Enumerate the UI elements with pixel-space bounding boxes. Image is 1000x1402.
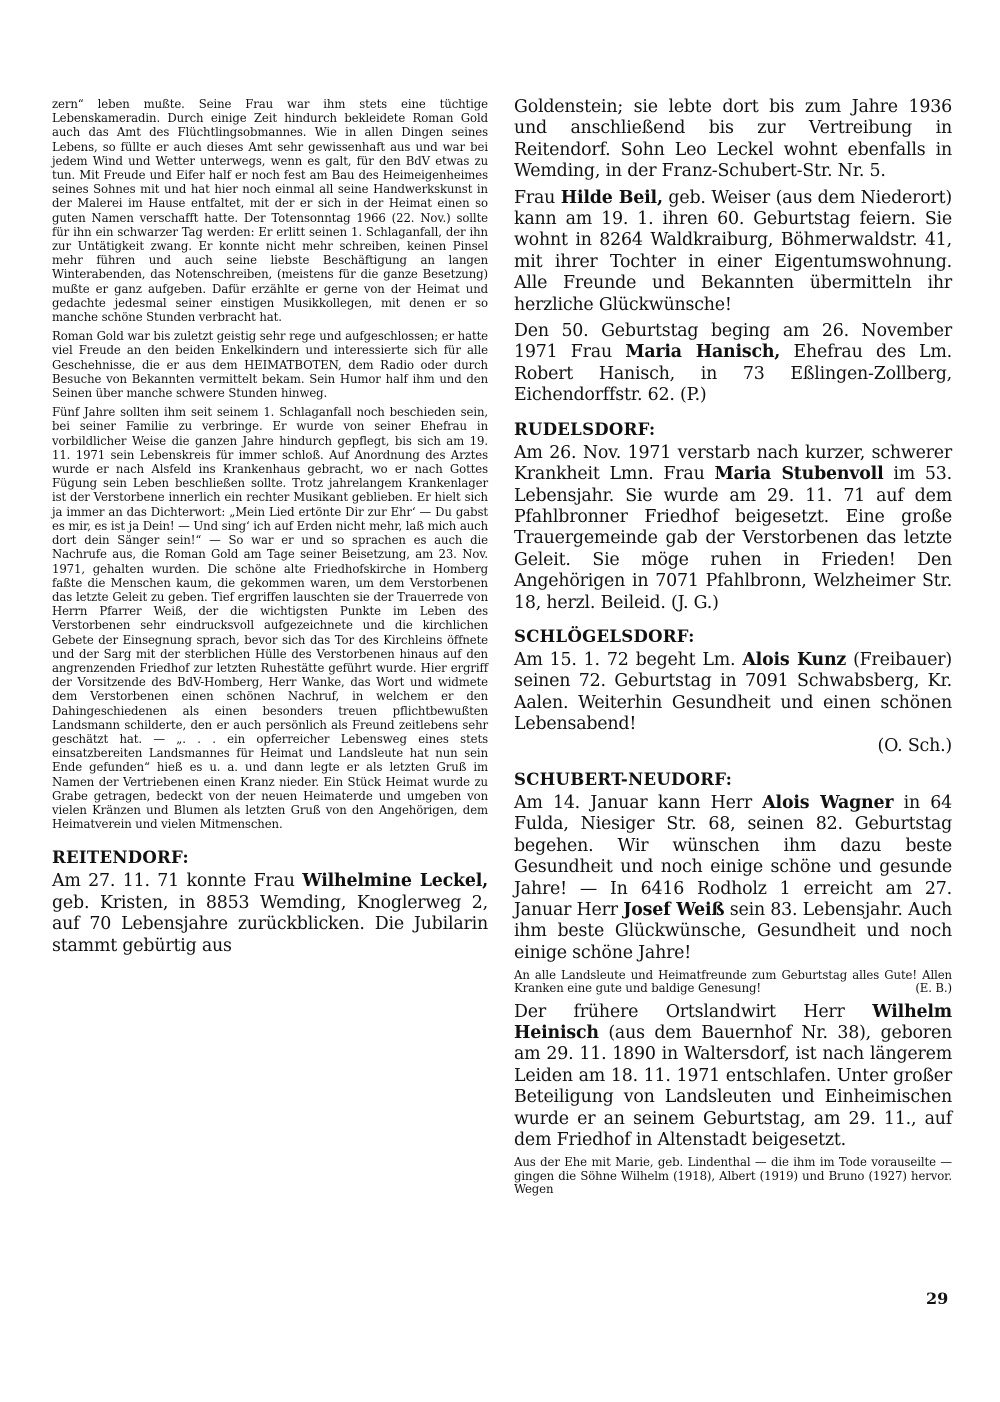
section-heading-rudelsdorf: RUDELSDORF: <box>514 419 656 439</box>
schloegelsdorf-entry <box>514 650 952 757</box>
greetings-signature: (E. B.) <box>915 981 952 996</box>
right-column <box>514 97 952 1202</box>
heinisch-text-a: Der frühere Ortslandwirt Herr <box>514 1001 873 1022</box>
obituary-paragraph-1: zern“ leben mußte. Seine Frau war ihm stets eine tüchtige Lebenskameradin. Durch einige Zeit hindurch bekleidete Roman Gold auch das Amt des Flüchtlingsobmannes. Wie in allen Dingen seines Lebens, so füllte er auch dieses Amt sehr gewissenhaft aus und war bei jedem Wind und Wetter unterwegs, wenn es galt, für den BdV etwas zu tun. Mit Freude und Eifer half er noch fest am Bau des Heimeigenheimes seines Sohnes mit und hat hier noch einmal all seine Handwerkskunst in der Malerei im Hause entfaltet, mit der er sich in der Heimat einen so guten Namen verschafft hatte. Der Totensonntag 1966 (22. Nov.) sollte für ihn ein schwarzer Tag werden: Er erlitt seinen 1. Schlaganfall, der ihn zur Untätigkeit zwang. Er konnte nicht mehr schreiben, keinen Pinsel mehr führen und auch seine liebste Beschäftigung an langen Winterabenden, das Notenschreiben, (meistens für die ganze Besetzung) mußte er ganz aufgeben. Dafür erzählte er gerne von der Heimat und gedachte jedesmal seiner einstigen Musikkollegen, mit denen er so manche schöne Stunden verbracht hat. <box>52 97 488 325</box>
rudelsdorf-name: Maria Stubenvoll <box>714 464 884 485</box>
section-heading-reitendorf: REITENDORF: <box>52 848 189 868</box>
schloegelsdorf-signature: (O. Sch.) <box>877 735 952 756</box>
obituary-paragraph-2: Roman Gold war bis zuletzt geistig sehr rege und aufgeschlossen; er hatte viel Freude an den beiden Enkelkindern und interessierte sich für alle Geschehnisse, die er aus dem HEIMATBOTEN, dem Radio oder durch Besuche von Bekannten vermittelt bekam. Sein Humor half ihm und den Seinen über manche schwere Stunden hinweg. <box>52 329 488 401</box>
schloegelsdorf-text-a: Am 15. 1. 72 begeht Lm. <box>514 649 743 670</box>
schubert-name-2: Josef Weiß <box>623 900 725 920</box>
rudelsdorf-text-a: Am 26. Nov. 1971 verstarb nach kurzer, schwerer Krankheit Lmn. Frau <box>514 442 952 485</box>
hilde-beil-entry <box>514 188 952 316</box>
maria-hanisch-name: Maria Hanisch, <box>625 342 781 363</box>
rudelsdorf-entry <box>514 443 952 614</box>
hilde-beil-text-b: geb. Weiser (aus dem Niederort) kann am 19. 1. ihren 60. Geburtstag feiern. Sie wohnt in 8264 Waldkraiburg, Böhmerwaldstr. 41, mit ihrer Tochter in einer Eigentumswohnung. Alle Freunde und Bekannten übermitteln ihr herzliche Glückwünsche! <box>514 187 952 315</box>
reitendorf-text-b: geb. Kristen, in 8853 Wemding, Knoglerweg 2, auf 70 Lebensjahre zurückblicken. Die Jubilarin stammt gebürtig aus <box>52 892 488 956</box>
schubert-text-a: Am 14. Januar kann Herr <box>514 792 763 813</box>
reitendorf-text-a: Am 27. 11. 71 konnte Frau <box>52 871 303 892</box>
hilde-beil-text-a: Frau <box>514 187 561 208</box>
section-heading-schloegelsdorf: SCHLÖGELSDORF: <box>514 626 695 646</box>
greetings-text: An alle Landsleute und Heimatfreunde zum Geburtstag alles Gute! Allen Kranken eine gute und baldige Genesung! <box>514 968 952 996</box>
heinisch-family-note: Aus der Ehe mit Marie, geb. Lindenthal — die ihm im Tode vorauseilte — gingen die Söhne Wilhelm (1918), Albert (1919) und Bruno (1927) hervor. Wegen <box>514 1155 952 1196</box>
schloegelsdorf-text-b: (Freibauer) seinen 72. Geburtstag in 7091 Schwabsberg, Kr. Aalen. Weiterhin Gesundheit und einen schönen Lebensabend! <box>514 649 952 735</box>
schloegelsdorf-name: Alois Kunz <box>742 649 847 670</box>
greetings-note <box>514 969 952 995</box>
heinisch-name: Wilhelm Heinisch <box>514 1001 952 1044</box>
rudelsdorf-text-b: im 53. Lebensjahr. Sie wurde am 29. 11. 71 auf dem Pfahlbronner Friedhof beigesetzt. Eine große Trauergemeinde gab der Verstorbenen das letzte Geleit. Sie möge ruhen in Frieden! Den Angehörigen in 7071 Pfahlbronn, Welzheimer Str. 18, herzl. Beileid. (J. G.) <box>514 464 952 613</box>
reitendorf-entry <box>52 871 488 957</box>
left-column <box>52 97 488 962</box>
maria-hanisch-entry <box>514 321 952 407</box>
obituary-paragraph-3: Fünf Jahre sollten ihm seit seinem 1. Schlaganfall noch beschieden sein, bei seiner Familie zu verbringe. Er wurde von seiner Ehefrau in vorbildlicher Weise die ganzen Jahre hindurch gepflegt, bis sich am 19. 11. 1971 sein Lebenskreis für immer schloß. Auf Anordnung des Arztes wurde er nach Alsfeld ins Krankenhaus gebracht, wo er nach Gottes Fügung sein Leben beschließen sollte. Trotz jahrelangem Krankenlager ist der Verstorbene innerlich ein rechter Musikant geblieben. Er hielt sich ja immer an das Dichterwort: „Mein Lied ertönte Dir zur Ehr‘ — Du gabst es mir, es ist ja Dein! — Und sing‘ ich auf Erden nicht mehr, laß mich auch dort dein Sänger sein!“ — So war er und so sprachen es auch die Nachrufe aus, die Roman Gold am Tage seiner Beisetzung, am 23. Nov. 1971, gehalten wurden. Die schöne alte Friedhofskirche in Homberg faßte die Menschen kaum, die gekommen waren, um dem Verstorbenen das letzte Geleit zu geben. Tief ergriffen lauschten sie der Trauerrede von Herrn Pfarrer Weiß, der die wichtigsten Punkte im Leben des Verstorbenen sehr eindrucksvoll aufgezeichnete und die kirchlichen Gebete der Einsegnung sprach, bevor sich das Tor des Kirchleins öffnete und der Sarg mit der sterblichen Hülle des Verstorbenen hinaus auf den angrenzenden Friedhof zur letzten Ruhestätte geführt wurde. Hier ergriff der Vorsitzende des BdV-Homberg, Herr Wanke, das Wort und widmete dem Verstorbenen einen schönen Nachruf, in welchem er den Dahingeschiedenen als einen besonders treuen pflichtbewußten Landsmann schilderte, den er auch persönlich als Freund zeitlebens sehr geschätzt hat. — „. . . ein opferreicher Lebensweg eines stets einsatzbereiten Landsmannes für Heimat und Landsleute hat nun sein Ende gefunden“ hieß es u. a. und dann legte er als letzten Gruß im Namen der Vertriebenen einen Kranz nieder. Ein Stück Heimat wurde zu Grabe getragen, bedeckt von der neuen Heimaterde und umgeben von vielen Kränzen und Blumen als letzten Gruß von den Angehörigen, dem Heimatverein und vielen Mitmenschen. <box>52 405 488 832</box>
schubert-neudorf-entry <box>514 793 952 964</box>
heinisch-text-b: (aus dem Bauernhof Nr. 38), geboren am 29. 11. 1890 in Waltersdorf, ist nach längerem Leiden am 18. 11. 1971 entschlafen. Unter großer Beteiligung von Landsleuten und Einheimischen wurde er an seinem Geburtstag, am 29. 11., auf dem Friedhof in Altenstadt beigesetzt. <box>514 1023 952 1151</box>
reitendorf-name: Wilhelmine Leckel, <box>302 871 488 892</box>
schubert-name-1: Alois Wagner <box>762 792 894 813</box>
schubert-text-c: sein 83. Lebensjahr. Auch ihm beste Glückwünsche, Gesundheit und noch einige schöne Jahre! <box>514 900 952 963</box>
heinisch-entry <box>514 1002 952 1152</box>
section-heading-schubert-neudorf: SCHUBERT-NEUDORF: <box>514 769 733 789</box>
hilde-beil-name: Hilde Beil, <box>560 187 663 208</box>
reitendorf-continuation: Goldenstein; sie lebte dort bis zum Jahre 1936 und anschließend bis zur Vertreibung in Reitendorf. Sohn Leo Leckel wohnt ebenfalls in Wemding, in der Franz-Schubert-Str. Nr. 5. <box>514 97 952 182</box>
schubert-text-b: in 64 Fulda, Niesiger Str. 68, seinen 82. Geburtstag begehen. Wir wünschen ihm dazu beste Gesundheit und noch einige schöne und gesunde Jahre! — In 6416 Rodholz 1 erreicht am 27. Januar Herr <box>514 792 952 920</box>
maria-hanisch-text-a: Den 50. Geburtstag beging am 26. November 1971 Frau <box>514 321 952 363</box>
page-number: 29 <box>926 1289 949 1308</box>
maria-hanisch-text-b: Ehefrau des Lm. Robert Hanisch, in 73 Eßlingen-Zollberg, Eichendorffstr. 62. (P.) <box>514 342 953 406</box>
